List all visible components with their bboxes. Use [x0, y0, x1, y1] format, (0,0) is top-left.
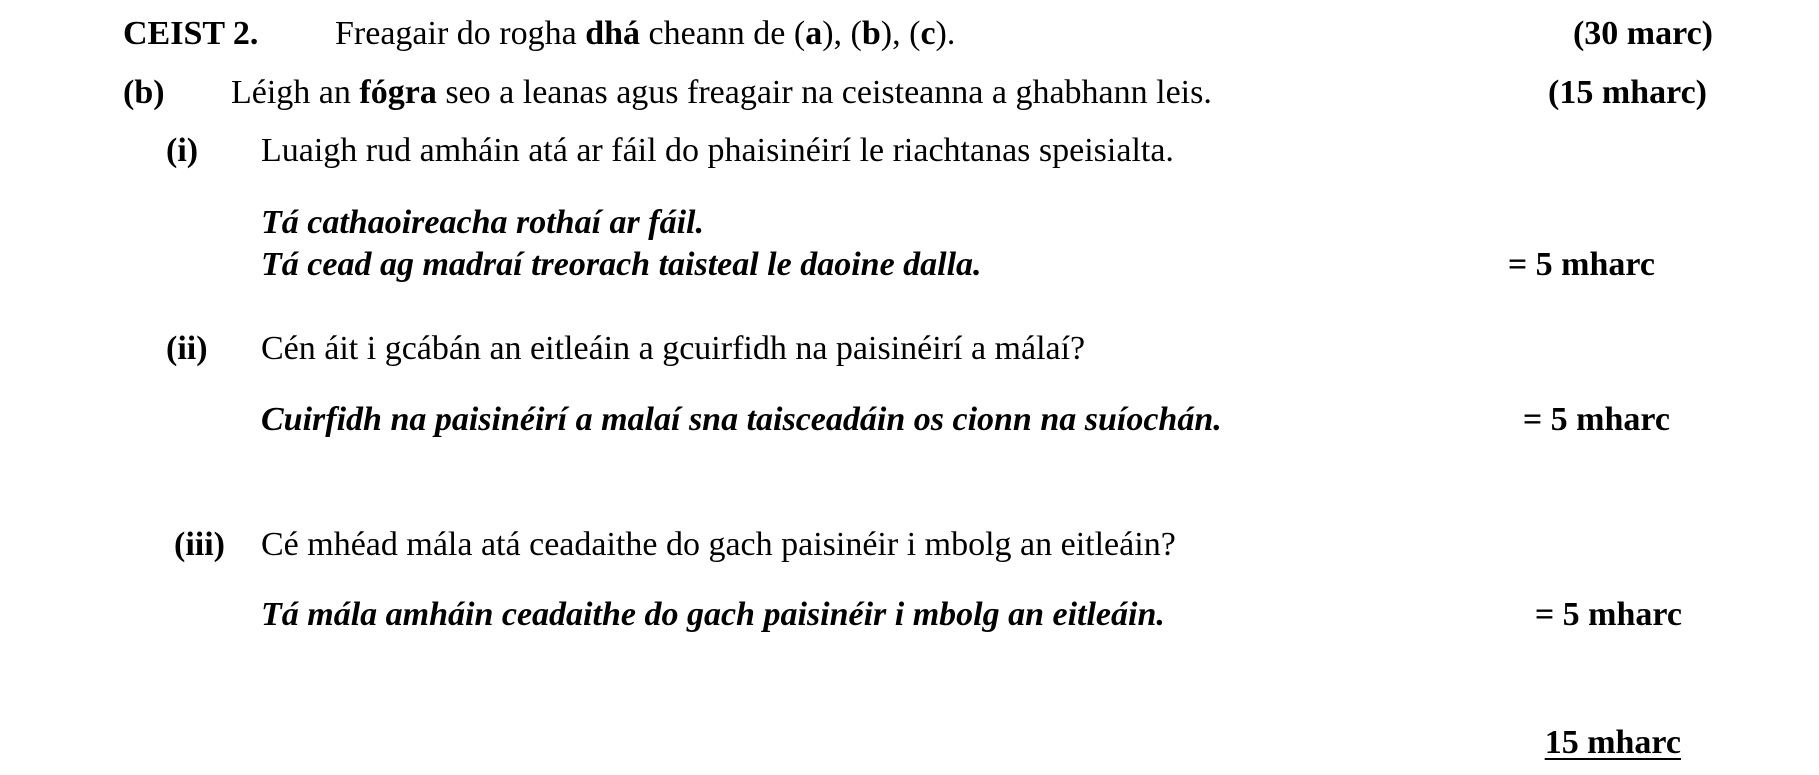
total-marks: 15 mharc [1544, 724, 1681, 761]
instruction-text: ). [935, 15, 956, 52]
instruction-text: ), ( [822, 15, 862, 52]
question-marks: (30 marc) [1572, 15, 1713, 52]
item-answer: Tá cead ag madraí treorach taisteal le daoine dalla. [261, 246, 982, 283]
part-label: (b) [123, 74, 165, 111]
item-answer: Tá mála amháin ceadaithe do gach paisinéir i mbolg an eitleáin. [261, 596, 1165, 633]
item-label: (ii) [166, 330, 208, 367]
part-instruction [231, 76, 1212, 110]
option-letter: b [861, 15, 881, 52]
item-question: Cé mhéad mála atá ceadaithe do gach paisinéir i mbolg an eitleáin? [261, 526, 1176, 563]
question-instruction [335, 17, 955, 51]
instruction-text: Léigh an [231, 74, 360, 111]
instruction-bold: dhá [585, 15, 641, 52]
instruction-bold: fógra [359, 74, 437, 111]
item-question: Cén áit i gcábán an eitleáin a gcuirfidh na paisinéirí a málaí? [261, 330, 1086, 367]
item-answer: Tá cathaoireacha rothaí ar fáil. [261, 204, 704, 241]
item-marks: = 5 mharc [1534, 596, 1682, 633]
part-marks: (15 mharc) [1548, 74, 1707, 111]
option-letter: c [920, 15, 936, 52]
option-letter: a [805, 15, 823, 52]
item-question: Luaigh rud amháin atá ar fáil do phaisinéirí le riachtanas speisialta. [261, 132, 1174, 169]
question-label: CEIST 2. [123, 15, 259, 52]
item-marks: = 5 mharc [1507, 246, 1655, 283]
instruction-text: Freagair do rogha [335, 15, 586, 52]
item-answer: Cuirfidh na paisinéirí a malaí sna taisceadáin os cionn na suíochán. [261, 401, 1222, 438]
item-label: (i) [166, 132, 199, 169]
instruction-text: seo a leanas agus freagair na ceisteanna a ghabhann leis. [436, 74, 1212, 111]
instruction-text: cheann de ( [640, 15, 806, 52]
instruction-text: ), ( [880, 15, 921, 52]
item-marks: = 5 mharc [1522, 401, 1670, 438]
item-label: (iii) [174, 526, 225, 563]
